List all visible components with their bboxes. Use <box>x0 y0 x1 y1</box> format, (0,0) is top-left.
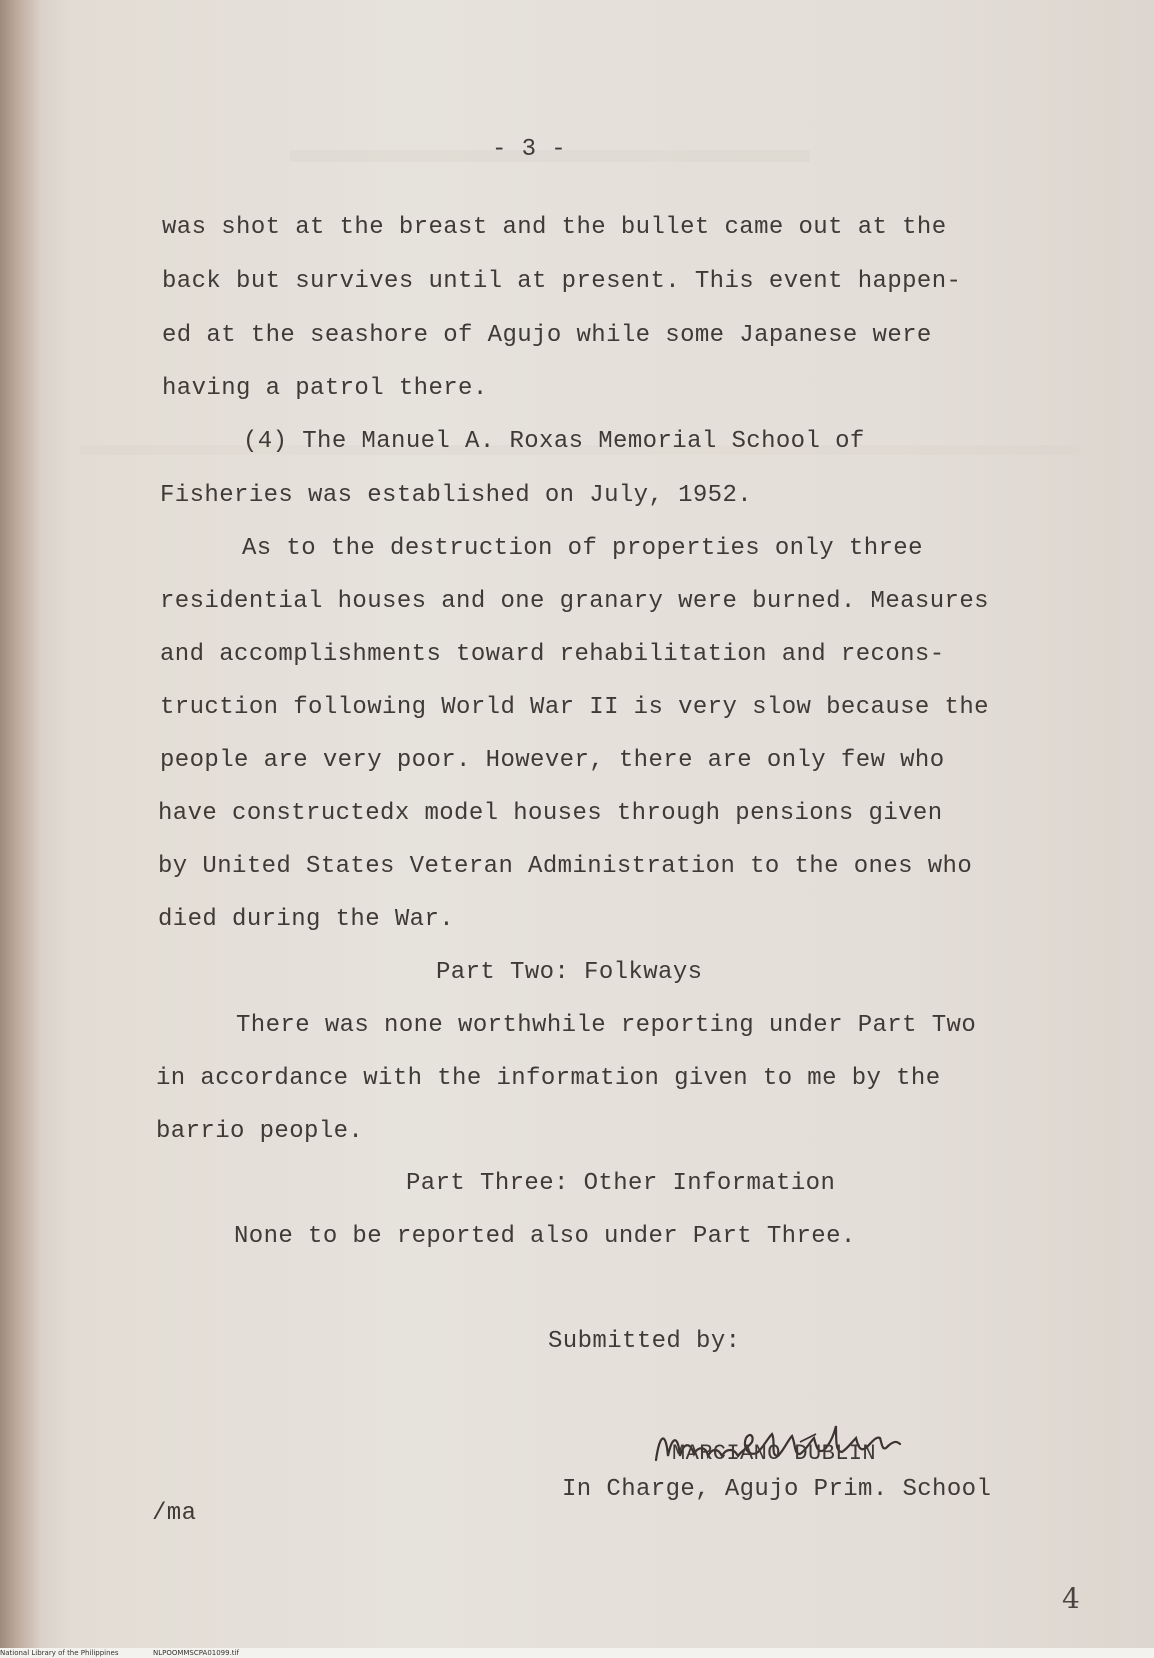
body-line: and accomplishments toward rehabilitation and recons- <box>160 641 945 668</box>
body-line: died during the War. <box>158 906 455 933</box>
signatory-name: MARCIANO DUBLIN <box>672 1441 877 1466</box>
signatory-title: In Charge, Agujo Prim. School <box>562 1476 992 1503</box>
archive-file-id: NLPOOMMSCPA01099.tif <box>152 1649 239 1657</box>
section-heading: Part Three: Other Information <box>406 1170 836 1197</box>
body-line: by United States Veteran Administration to the ones who <box>158 853 973 880</box>
typist-initials: /ma <box>152 1500 197 1527</box>
body-line: people are very poor. However, there are only few who <box>160 747 945 774</box>
section-heading: Part Two: Folkways <box>436 959 703 986</box>
body-line: Fisheries was established on July, 1952. <box>160 482 753 509</box>
body-line: back but survives until at present. This event happen- <box>162 268 962 295</box>
handwritten-page-mark: 4 <box>1062 1582 1080 1615</box>
body-line: was shot at the breast and the bullet came out at the <box>162 214 947 241</box>
page-number: - 3 - <box>492 136 567 163</box>
archive-footer <box>0 1648 1154 1658</box>
body-line: None to be reported also under Part Three. <box>234 1223 856 1250</box>
body-line: barrio people. <box>156 1118 364 1145</box>
body-line: There was none worthwhile reporting under Part Two <box>236 1012 977 1039</box>
submitted-by-label: Submitted by: <box>548 1328 741 1355</box>
archive-credit: National Library of the Philippines <box>0 1649 119 1657</box>
body-line: truction following World War II is very slow because the <box>160 694 989 721</box>
body-line: As to the destruction of properties only three <box>242 535 923 562</box>
binding-edge <box>0 0 40 1648</box>
body-line: have constructedx model houses through pensions given <box>158 800 943 827</box>
body-line: (4) The Manuel A. Roxas Memorial School of <box>243 428 865 455</box>
body-line: residential houses and one granary were burned. Measures <box>160 588 989 615</box>
body-line: ed at the seashore of Agujo while some Japanese were <box>162 322 932 349</box>
body-line: in accordance with the information given to me by the <box>156 1065 941 1092</box>
body-line: having a patrol there. <box>162 375 488 402</box>
